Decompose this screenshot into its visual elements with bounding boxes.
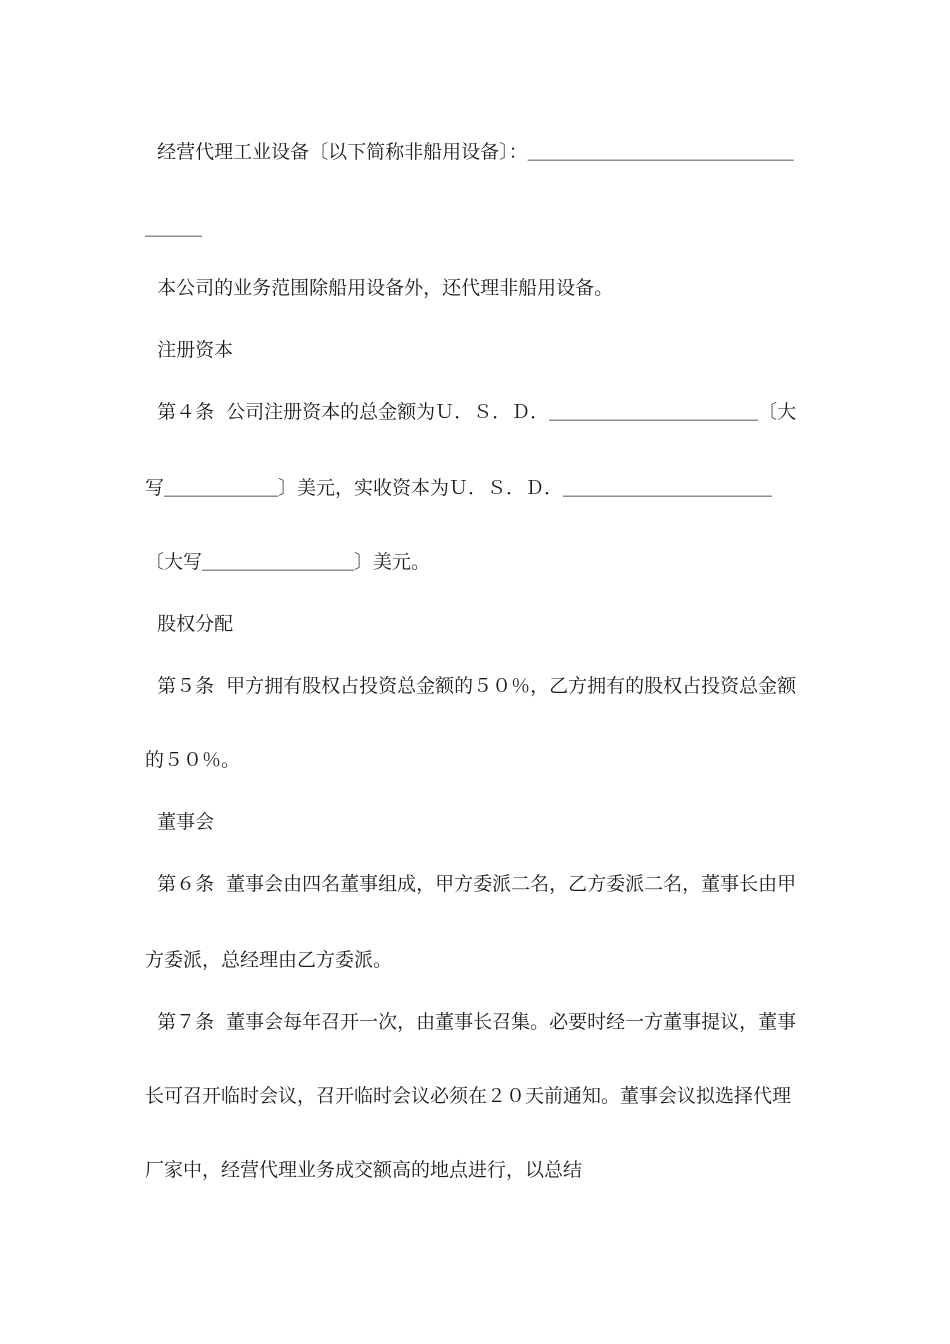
- heading-equity-distribution: 股权分配: [145, 613, 234, 635]
- article-6-line-1: 第６条 董事会由四名董事组成，甲方委派二名，乙方委派二名，董事长由甲: [145, 873, 797, 895]
- heading-registered-capital: 注册资本: [145, 339, 234, 361]
- text-line-blank-continuation: ＿＿＿: [145, 217, 203, 239]
- heading-board-of-directors: 董事会: [145, 811, 215, 833]
- article-7-line-1: 第７条 董事会每年召开一次，由董事长召集。必要时经一方董事提议，董事: [145, 1011, 797, 1033]
- text-line-equipment-scope: 经营代理工业设备〔以下简称非船用设备〕：＿＿＿＿＿＿＿＿＿＿＿＿＿＿: [145, 141, 794, 163]
- article-4-line-2: 写＿＿＿＿＿＿〕美元，实收资本为Ｕ．Ｓ．Ｄ．＿＿＿＿＿＿＿＿＿＿＿: [145, 477, 773, 499]
- article-5-line-2: 的５０％。: [145, 749, 241, 771]
- article-7-line-2: 长可召开临时会议，召开临时会议必须在２０天前通知。董事会议拟选择代理: [145, 1085, 792, 1107]
- article-7-line-3: 厂家中，经营代理业务成交额高的地点进行，以总结: [145, 1159, 583, 1181]
- text-line-business-scope: 本公司的业务范围除船用设备外，还代理非船用设备。: [145, 277, 614, 299]
- article-4-line-1: 第４条 公司注册资本的总金额为Ｕ．Ｓ．Ｄ．＿＿＿＿＿＿＿＿＿＿＿〔大: [145, 401, 797, 423]
- article-6-line-2: 方委派，总经理由乙方委派。: [145, 949, 393, 971]
- article-5-line-1: 第５条 甲方拥有股权占投资总金额的５０％，乙方拥有的股权占投资总金额: [145, 675, 797, 697]
- article-4-line-3: 〔大写＿＿＿＿＿＿＿＿〕美元。: [145, 551, 431, 573]
